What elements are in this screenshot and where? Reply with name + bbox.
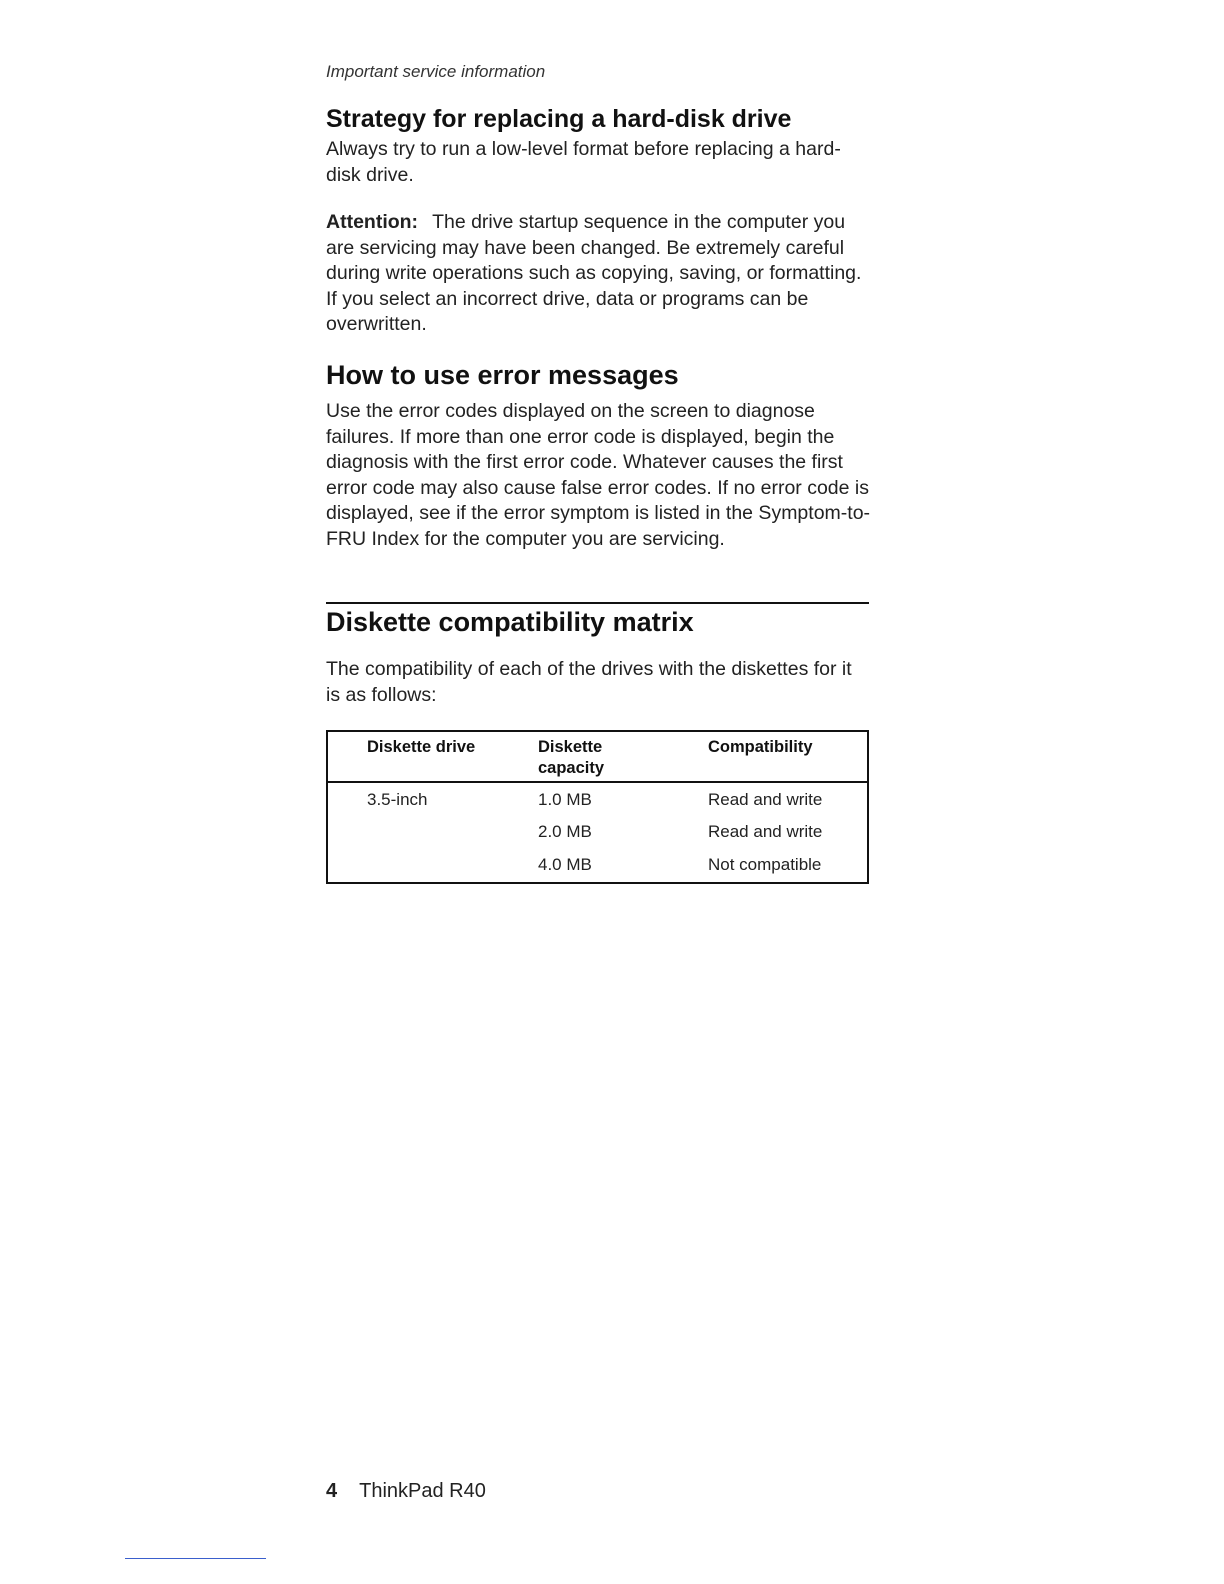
- table-cell-capacity: 4.0 MB: [538, 855, 592, 874]
- table-cell-compatibility: Read and write: [708, 790, 823, 809]
- error-messages-paragraph: Use the error codes displayed on the screen to diagnose failures. If more than one error code is displayed, begin the diagnosis with the first error code. Whatever causes the first error code may also cause false error codes. If no error code is displayed, see if the error symptom is listed in the Symptom-to-FRU Index for the computer you are servicing.: [326, 400, 871, 550]
- running-head: Important service information: [326, 62, 546, 81]
- table-cell-compatibility: Not compatible: [708, 855, 822, 874]
- table-cell-capacity: 2.0 MB: [538, 822, 592, 841]
- table-cell-compatibility: Read and write: [708, 822, 823, 841]
- attention-label: Attention:: [326, 211, 419, 233]
- page-number: 4: [326, 1480, 338, 1502]
- diskette-compatibility-table: [326, 730, 869, 884]
- header-diskette-capacity: Diskette capacity: [538, 738, 605, 777]
- page-footer: [326, 1480, 486, 1503]
- bottom-decorative-line: [125, 1558, 266, 1559]
- diskette-matrix-paragraph: The compatibility of each of the drives with the diskettes for it is as follows:: [326, 658, 852, 706]
- table-header: [328, 732, 867, 783]
- hdd-strategy-heading: Strategy for replacing a hard-disk drive: [326, 105, 792, 133]
- error-messages-heading: How to use error messages: [326, 360, 679, 390]
- table-cell-drive: 3.5-inch: [367, 790, 428, 809]
- header-diskette-drive: Diskette drive: [367, 738, 476, 756]
- product-name: ThinkPad R40: [359, 1480, 486, 1502]
- diskette-matrix-heading: Diskette compatibility matrix: [326, 607, 694, 637]
- attention-text: The drive startup sequence in the computer you are servicing may have been changed. Be extremely careful during write operations such as copying, saving, or formatting. If you select an incorrect drive, data or programs can be overwritten.: [326, 211, 862, 336]
- table-cell-capacity: 1.0 MB: [538, 790, 592, 809]
- hdd-strategy-paragraph: Always try to run a low-level format before replacing a hard-disk drive.: [326, 138, 841, 186]
- attention-note: [326, 210, 871, 338]
- header-compatibility: Compatibility: [708, 738, 813, 756]
- section-divider: [326, 602, 869, 604]
